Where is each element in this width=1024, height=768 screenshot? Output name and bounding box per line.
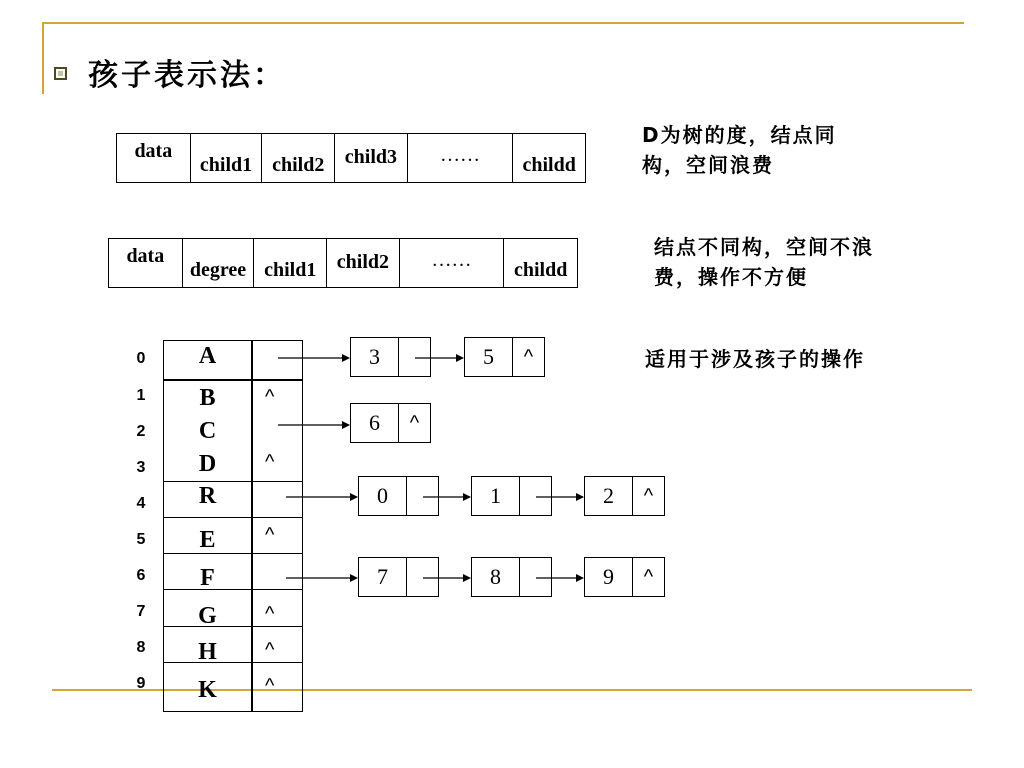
record-field: data <box>109 239 183 287</box>
null-pointer: ^ <box>409 411 420 434</box>
record-field: data <box>117 134 191 182</box>
index-label: 0 <box>136 350 146 367</box>
index-label: 2 <box>136 423 146 440</box>
null-pointer: ^ <box>265 603 275 625</box>
null-pointer: ^ <box>265 386 275 408</box>
child-index: 6 <box>351 404 399 442</box>
record-field: degree <box>183 239 255 287</box>
note-line: D为树的度，结点同 <box>642 123 837 147</box>
node-label: D <box>198 451 217 477</box>
null-pointer: ^ <box>265 639 275 661</box>
record-field: child1 <box>254 239 327 287</box>
child-index: 9 <box>585 558 633 596</box>
index-label: 5 <box>136 531 146 548</box>
index-label: 3 <box>136 459 146 476</box>
node-label: H <box>198 639 217 665</box>
index-label: 4 <box>136 495 146 512</box>
record-field: child2 <box>262 134 335 182</box>
null-pointer: ^ <box>265 675 275 697</box>
record-field: …… <box>400 239 505 287</box>
child-index: 0 <box>359 477 407 515</box>
node-label: C <box>198 418 217 444</box>
index-label: 6 <box>136 567 146 584</box>
node-label: B <box>199 385 216 411</box>
child-index: 7 <box>359 558 407 596</box>
index-label: 8 <box>136 639 146 656</box>
slide-title: 孩子表示法： <box>88 58 286 93</box>
null-pointer: ^ <box>643 484 654 507</box>
index-label: 9 <box>136 675 146 692</box>
record-field: childd <box>522 154 576 176</box>
note-line: 构，空间浪费 <box>642 153 774 177</box>
note-line: 结点不同构，空间不浪 <box>654 235 874 259</box>
null-pointer: ^ <box>265 451 275 473</box>
null-pointer: ^ <box>523 345 534 368</box>
child-index: 1 <box>472 477 520 515</box>
node-label: G <box>198 603 217 629</box>
record-field: child2 <box>327 239 400 287</box>
node-label: F <box>200 565 215 591</box>
note-usage: 适用于涉及孩子的操作 <box>645 347 865 371</box>
index-label: 1 <box>136 387 146 404</box>
child-index: 3 <box>351 338 399 376</box>
child-index: 5 <box>465 338 513 376</box>
node-label: R <box>198 483 217 509</box>
record-field: child1 <box>191 134 263 182</box>
null-pointer: ^ <box>265 524 275 546</box>
child-index: 8 <box>472 558 520 596</box>
null-pointer: ^ <box>643 565 654 588</box>
record-field: childd <box>513 259 568 281</box>
index-label: 7 <box>136 603 146 620</box>
record-field: …… <box>408 134 514 182</box>
node-label: K <box>198 677 217 703</box>
node-label: A <box>198 343 217 369</box>
note-line: 费，操作不方便 <box>654 265 808 289</box>
record-field: child3 <box>335 134 408 182</box>
node-label: E <box>199 527 216 553</box>
child-index: 2 <box>585 477 633 515</box>
